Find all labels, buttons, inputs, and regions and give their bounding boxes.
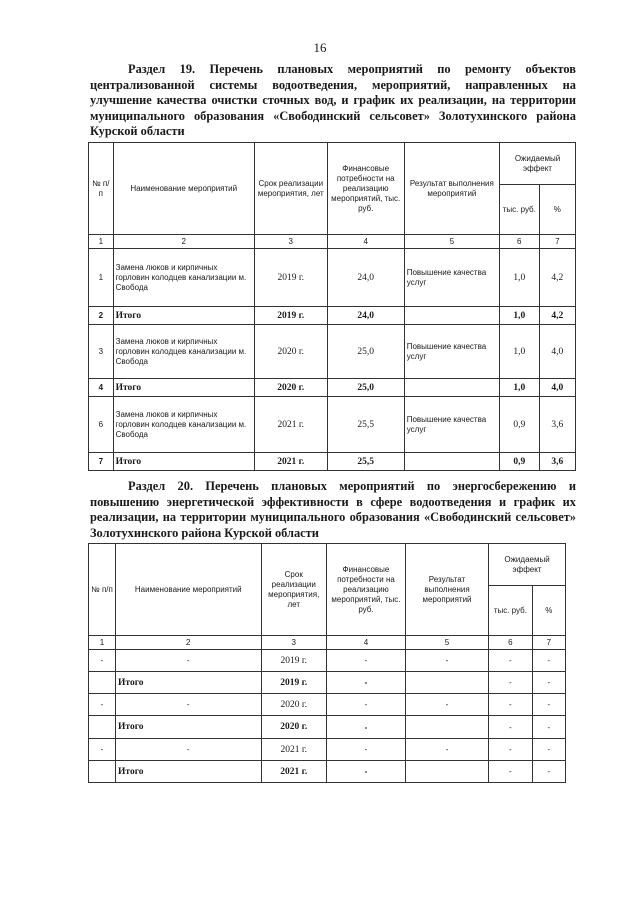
cell-term: 2020 г. <box>254 379 327 397</box>
section-20-title <box>90 479 576 541</box>
cell-term: 2021 г. <box>254 453 327 471</box>
table-row <box>89 716 566 739</box>
cell-thous: - <box>489 761 533 783</box>
cell-name: Итого <box>116 672 261 694</box>
cell-num <box>89 761 116 783</box>
header-result: Результат выполнения мероприятий <box>404 143 499 235</box>
table-row <box>89 672 566 694</box>
table-row <box>89 325 576 379</box>
cell-thous: - <box>489 694 533 716</box>
cell-pct: 4,2 <box>539 249 575 307</box>
cell-finance: 24,0 <box>327 307 404 325</box>
cell-term: 2021 г. <box>254 397 327 453</box>
header-term: Срок реализации мероприятия, лет <box>254 143 327 235</box>
cell-pct: 3,6 <box>539 453 575 471</box>
index-cell: 2 <box>113 235 254 249</box>
cell-name: Замена люков и кирпичных горловин колодцев канализации м. Свобода <box>113 397 254 453</box>
header-finance: Финансовые потребности на реализацию мероприятий, тыс. руб. <box>327 143 404 235</box>
index-cell: 5 <box>405 636 488 650</box>
cell-thous: 1,0 <box>499 249 539 307</box>
cell-finance: 25,5 <box>327 397 404 453</box>
table-row <box>89 650 566 672</box>
table-row <box>89 397 576 453</box>
cell-pct: - <box>532 672 565 694</box>
cell-term: 2021 г. <box>261 739 326 761</box>
index-cell: 1 <box>89 636 116 650</box>
cell-term: 2019 г. <box>261 672 326 694</box>
cell-term: 2021 г. <box>261 761 326 783</box>
cell-term: 2019 г. <box>261 650 326 672</box>
header-effect: Ожидаемый эффект <box>489 544 566 586</box>
header-pct: % <box>532 586 565 636</box>
cell-result: - <box>405 694 488 716</box>
cell-pct: 4,2 <box>539 307 575 325</box>
cell-thous: - <box>489 650 533 672</box>
cell-result: Повышение качества услуг <box>404 397 499 453</box>
index-row <box>89 235 576 249</box>
section-19-title-text: Раздел 19. Перечень плановых мероприятий по ремонту объектов централизованной системы водоотведения, мероприятий, направленных на улучшение качества очистки сточных вод, и график их реализации, на территории муниципального образования «Свободинский сельсовет» Золотухинского района Курской области <box>90 62 576 138</box>
header-thous: тыс. руб. <box>489 586 533 636</box>
cell-result <box>404 453 499 471</box>
cell-finance: - <box>326 650 405 672</box>
cell-term: 2020 г. <box>261 694 326 716</box>
section-20-title-text: Раздел 20. Перечень плановых мероприятий по энергосбережению и повышению энергетической эффективности в сфере водоотведения и график их реализации, на территории муниципального образования «Свободинский сельсовет» Золотухинского района Курской области <box>90 479 576 540</box>
index-cell: 7 <box>539 235 575 249</box>
cell-num: 2 <box>89 307 114 325</box>
header-name: Наименование мероприятий <box>113 143 254 235</box>
cell-thous: 0,9 <box>499 397 539 453</box>
header-num: № п/п <box>89 143 114 235</box>
cell-result: Повышение качества услуг <box>404 249 499 307</box>
table-row <box>89 761 566 783</box>
cell-num: 3 <box>89 325 114 379</box>
cell-name: - <box>116 650 261 672</box>
index-row <box>89 636 566 650</box>
cell-thous: - <box>489 739 533 761</box>
index-cell: 3 <box>261 636 326 650</box>
cell-pct: 4,0 <box>539 379 575 397</box>
cell-name: - <box>116 694 261 716</box>
page-number: 16 <box>313 40 327 55</box>
index-cell: 4 <box>327 235 404 249</box>
cell-finance: 25,0 <box>327 325 404 379</box>
cell-num: 1 <box>89 249 114 307</box>
cell-num: 7 <box>89 453 114 471</box>
cell-num: - <box>89 650 116 672</box>
cell-thous: 1,0 <box>499 325 539 379</box>
cell-result <box>405 716 488 739</box>
cell-name: Итого <box>113 307 254 325</box>
cell-pct: - <box>532 716 565 739</box>
header-term: Срок реализации мероприятия, лет <box>261 544 326 636</box>
index-cell: 6 <box>489 636 533 650</box>
cell-finance: - <box>326 672 405 694</box>
section-19-title <box>90 62 576 140</box>
cell-name: Замена люков и кирпичных горловин колодцев канализации м. Свобода <box>113 325 254 379</box>
cell-result <box>405 761 488 783</box>
index-cell: 4 <box>326 636 405 650</box>
cell-num <box>89 672 116 694</box>
cell-result <box>404 307 499 325</box>
index-cell: 7 <box>532 636 565 650</box>
index-cell: 1 <box>89 235 114 249</box>
section-19-table <box>88 142 576 471</box>
cell-pct: 4,0 <box>539 325 575 379</box>
cell-term: 2019 г. <box>254 249 327 307</box>
header-pct: % <box>539 185 575 235</box>
cell-finance: 25,5 <box>327 453 404 471</box>
cell-pct: - <box>532 739 565 761</box>
cell-name: Итого <box>116 761 261 783</box>
cell-thous: - <box>489 716 533 739</box>
header-thous: тыс. руб. <box>499 185 539 235</box>
header-effect: Ожидаемый эффект <box>499 143 575 185</box>
cell-finance: - <box>326 761 405 783</box>
cell-num <box>89 716 116 739</box>
cell-thous: 1,0 <box>499 307 539 325</box>
cell-name: Итого <box>113 379 254 397</box>
header-finance: Финансовые потребности на реализацию мероприятий, тыс. руб. <box>326 544 405 636</box>
cell-pct: - <box>532 761 565 783</box>
cell-term: 2019 г. <box>254 307 327 325</box>
cell-thous: 0,9 <box>499 453 539 471</box>
cell-term: 2020 г. <box>254 325 327 379</box>
cell-result: - <box>405 739 488 761</box>
cell-name: Замена люков и кирпичных горловин колодцев канализации м. Свобода <box>113 249 254 307</box>
index-cell: 6 <box>499 235 539 249</box>
cell-thous: - <box>489 672 533 694</box>
cell-result: - <box>405 650 488 672</box>
cell-finance: - <box>326 694 405 716</box>
index-cell: 5 <box>404 235 499 249</box>
table-row <box>89 694 566 716</box>
cell-result <box>405 672 488 694</box>
cell-name: - <box>116 739 261 761</box>
table-row <box>89 307 576 325</box>
table-row <box>89 453 576 471</box>
cell-num: 6 <box>89 397 114 453</box>
table-row <box>89 739 566 761</box>
header-name: Наименование мероприятий <box>116 544 261 636</box>
cell-finance: 24,0 <box>327 249 404 307</box>
section-20-table <box>88 543 566 783</box>
cell-result: Повышение качества услуг <box>404 325 499 379</box>
cell-num: - <box>89 694 116 716</box>
cell-num: 4 <box>89 379 114 397</box>
header-result: Результат выполнения мероприятий <box>405 544 488 636</box>
cell-num: - <box>89 739 116 761</box>
cell-term: 2020 г. <box>261 716 326 739</box>
cell-pct: 3,6 <box>539 397 575 453</box>
cell-pct: - <box>532 694 565 716</box>
cell-finance: 25,0 <box>327 379 404 397</box>
cell-thous: 1,0 <box>499 379 539 397</box>
cell-finance: - <box>326 716 405 739</box>
cell-finance: - <box>326 739 405 761</box>
header-num: № п/п <box>89 544 116 636</box>
cell-result <box>404 379 499 397</box>
table-row <box>89 249 576 307</box>
cell-name: Итого <box>116 716 261 739</box>
index-cell: 2 <box>116 636 261 650</box>
cell-name: Итого <box>113 453 254 471</box>
index-cell: 3 <box>254 235 327 249</box>
table-row <box>89 379 576 397</box>
cell-pct: - <box>532 650 565 672</box>
